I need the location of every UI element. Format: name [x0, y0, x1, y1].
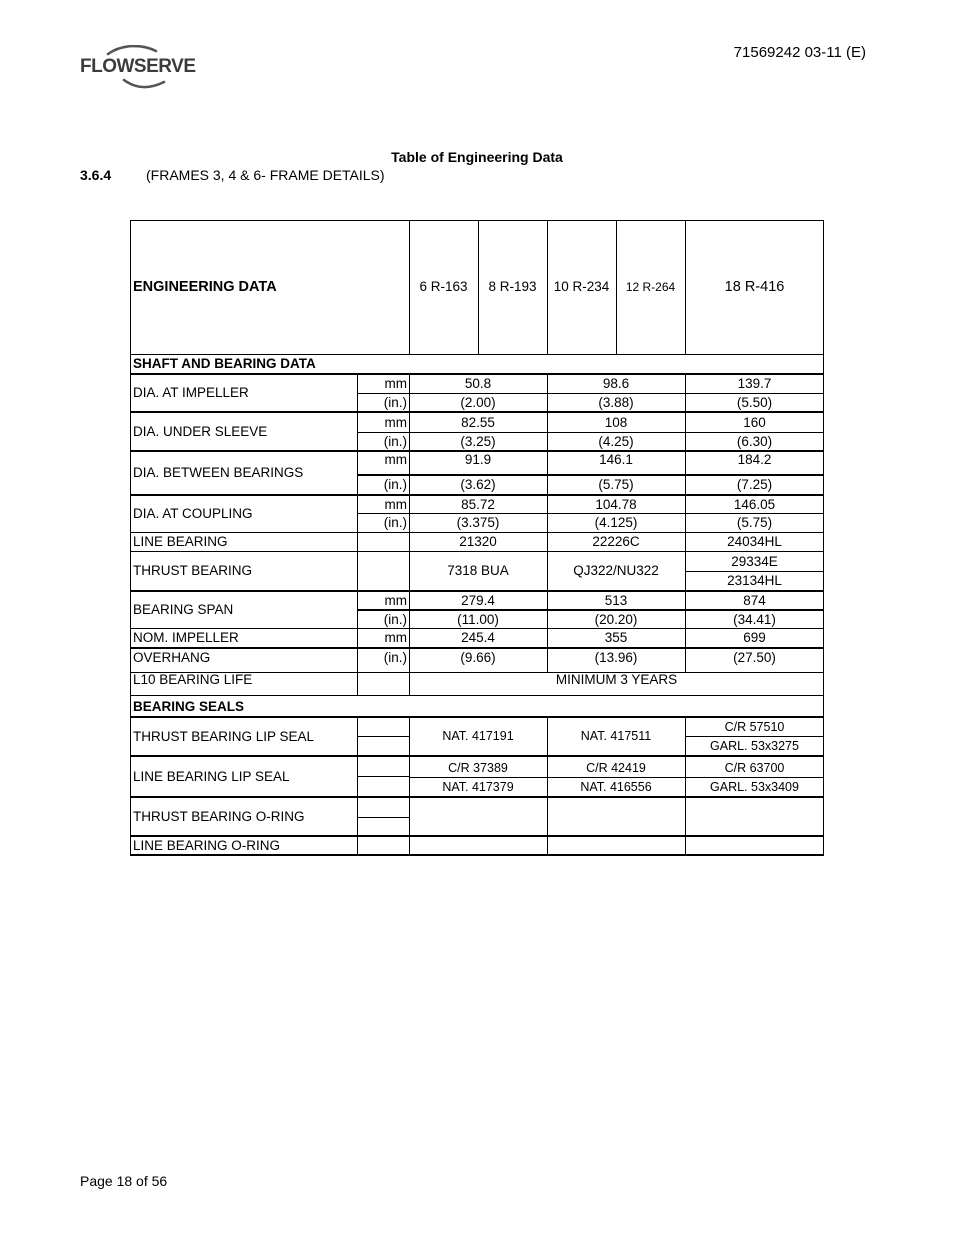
page-number: Page 18 of 56	[80, 1173, 168, 1189]
row-label: DIA. BETWEEN BEARINGS	[133, 465, 304, 481]
table-cell: 874	[743, 592, 766, 608]
flowserve-logo	[80, 45, 198, 89]
table-cell: (7.25)	[736, 477, 773, 493]
row-label: THRUST BEARING LIP SEAL	[133, 728, 315, 744]
table-cell: 91.9	[464, 452, 492, 468]
table-cell: 146.05	[733, 496, 776, 512]
table-cell: 104.78	[595, 496, 637, 512]
table-cell: C/R 63700	[724, 760, 785, 775]
row-label: OVERHANG	[133, 649, 211, 665]
table-cell: (27.50)	[733, 650, 776, 666]
unit-label: (in.)	[383, 515, 407, 531]
table-cell: 513	[604, 592, 628, 608]
table-cell: NAT. 417379	[442, 779, 514, 794]
engineering-data-table	[130, 220, 824, 856]
row-label: LINE BEARING	[133, 534, 228, 550]
row-label: DIA. AT IMPELLER	[133, 385, 249, 401]
unit-label: (in.)	[383, 394, 407, 410]
unit-label: mm	[384, 592, 407, 608]
table-cell: (5.50)	[736, 394, 773, 410]
table-cell: 98.6	[602, 376, 630, 392]
unit-label: mm	[384, 452, 407, 468]
table-cell: (4.25)	[598, 433, 634, 449]
table-cell: 139.7	[737, 376, 772, 392]
unit-label: (in.)	[383, 477, 407, 493]
table-cell: 50.8	[464, 376, 492, 392]
table-cell: (3.375)	[456, 515, 500, 531]
table-cell: 108	[604, 414, 628, 430]
table-cell: NAT. 417511	[580, 729, 652, 744]
table-cell: (20.20)	[594, 611, 638, 627]
section-header: BEARING SEALS	[133, 698, 245, 714]
table-cell: (34.41)	[733, 611, 776, 627]
table-cell: (9.66)	[460, 650, 496, 666]
row-label: THRUST BEARING	[133, 563, 253, 579]
header-label: ENGINEERING DATA	[133, 278, 277, 295]
unit-label: (in.)	[383, 611, 407, 627]
table-cell: 160	[743, 414, 766, 430]
table-cell: (3.62)	[460, 477, 496, 493]
table-cell: 29334E	[731, 553, 778, 569]
table-cell: (5.75)	[598, 477, 634, 493]
model-header: 12 R-264	[625, 280, 676, 294]
model-header: 18 R-416	[724, 278, 785, 295]
document-number: 71569242 03-11 (E)	[733, 44, 866, 61]
table-cell: 279.4	[461, 592, 495, 608]
table-cell: 184.2	[737, 452, 772, 468]
row-label: LINE BEARING O-RING	[133, 837, 281, 853]
table-cell: GARL. 53x3409	[710, 779, 799, 794]
row-label: LINE BEARING LIP SEAL	[133, 768, 290, 784]
model-header: 10 R-234	[553, 279, 610, 295]
table-cell: (13.96)	[594, 650, 638, 666]
unit-label: mm	[384, 630, 407, 646]
section-title: (FRAMES 3, 4 & 6- FRAME DETAILS)	[146, 167, 385, 183]
table-cell: (6.30)	[736, 433, 773, 449]
table-cell: (4.125)	[594, 515, 638, 531]
table-cell: (2.00)	[460, 394, 496, 410]
table-cell: 85.72	[461, 496, 495, 512]
table-cell: 82.55	[461, 414, 495, 430]
table-cell: 355	[604, 630, 628, 646]
table-cell: GARL. 53x3275	[710, 738, 799, 753]
table-cell: C/R 42419	[586, 760, 646, 775]
unit-label: mm	[384, 376, 407, 392]
unit-label: mm	[384, 496, 407, 512]
table-cell: 21320	[459, 534, 497, 550]
table-cell: C/R 57510	[724, 719, 785, 734]
model-header: 6 R-163	[419, 279, 468, 295]
table-cell: MINIMUM 3 YEARS	[555, 672, 678, 688]
table-cell: NAT. 417191	[442, 729, 514, 744]
table-cell: 24034HL	[727, 534, 782, 550]
row-label: DIA. UNDER SLEEVE	[133, 423, 268, 439]
table-title: Table of Engineering Data	[391, 149, 563, 165]
row-label: NOM. IMPELLER	[133, 630, 239, 646]
table-cell: (11.00)	[457, 611, 499, 627]
table-cell: 699	[743, 630, 766, 646]
row-label: L10 BEARING LIFE	[133, 672, 253, 688]
model-header: 8 R-193	[488, 279, 537, 295]
table-cell: (5.75)	[736, 515, 773, 531]
table-cell: 7318 BUA	[447, 563, 509, 579]
row-label: THRUST BEARING O-RING	[133, 808, 305, 824]
row-label: DIA. AT COUPLING	[133, 506, 253, 522]
table-cell: C/R 37389	[448, 760, 508, 775]
table-cell: NAT. 416556	[580, 779, 652, 794]
table-cell: QJ322/NU322	[573, 563, 659, 579]
table-cell: 146.1	[599, 452, 633, 468]
table-cell: (3.25)	[460, 433, 496, 449]
logo-text: FLOWSERVE	[80, 56, 196, 77]
table-cell: (3.88)	[598, 394, 634, 410]
table-cell: 245.4	[461, 630, 495, 646]
unit-label: (in.)	[383, 433, 407, 449]
unit-label: (in.)	[383, 650, 407, 666]
row-label: BEARING SPAN	[133, 602, 234, 618]
table-cell: 23134HL	[727, 573, 782, 589]
section-number: 3.6.4	[80, 167, 112, 183]
table-cell: 22226C	[592, 534, 640, 550]
section-header: SHAFT AND BEARING DATA	[133, 356, 316, 372]
unit-label: mm	[384, 414, 407, 430]
